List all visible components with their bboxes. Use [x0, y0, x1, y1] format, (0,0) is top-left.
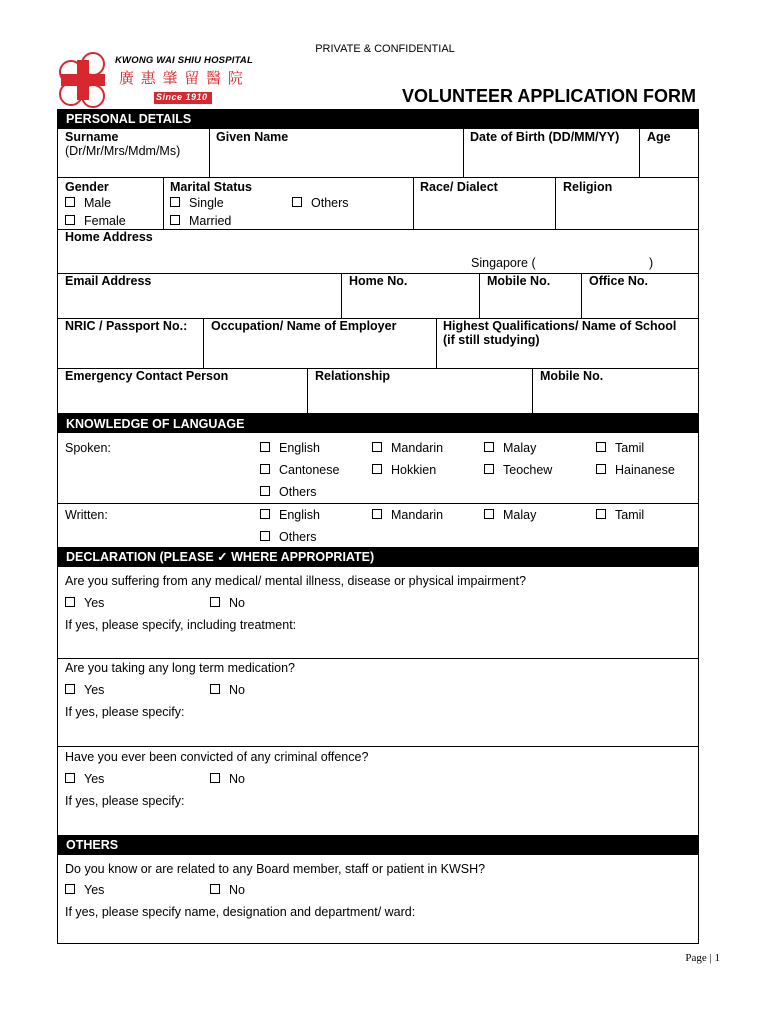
- relationship-label: Relationship: [315, 369, 391, 383]
- row-divider: [57, 177, 699, 178]
- race-dialect-label: Race/ Dialect: [420, 180, 498, 194]
- nric-label: NRIC / Passport No.:: [65, 319, 188, 333]
- given-name-label: Given Name: [216, 130, 289, 144]
- col-divider: [639, 129, 640, 177]
- row-divider: [57, 503, 699, 504]
- spoken-mandarin-option[interactable]: Mandarin: [372, 441, 443, 455]
- religion-field[interactable]: [560, 196, 696, 226]
- written-others-option[interactable]: Others: [260, 530, 317, 544]
- checkbox[interactable]: [484, 464, 494, 474]
- related-yes-option[interactable]: Yes: [65, 883, 104, 897]
- criminal-yes-option[interactable]: Yes: [65, 772, 104, 786]
- question-criminal: Have you ever been convicted of any criminal offence?: [65, 750, 369, 764]
- checkbox[interactable]: [210, 684, 220, 694]
- marital-single-option[interactable]: Single: [170, 196, 224, 210]
- col-divider: [341, 273, 342, 318]
- emergency-contact-field[interactable]: [63, 385, 303, 411]
- spoken-hainanese-option[interactable]: Hainanese: [596, 463, 675, 477]
- criminal-no-option[interactable]: No: [210, 772, 245, 786]
- question-related: Do you know or are related to any Board member, staff or patient in KWSH?: [65, 862, 486, 876]
- medical-specify-field[interactable]: [63, 634, 693, 656]
- surname-field[interactable]: [63, 160, 203, 176]
- checkbox[interactable]: [65, 215, 75, 225]
- checkbox[interactable]: [260, 486, 270, 496]
- checkbox[interactable]: [65, 197, 75, 207]
- dob-field[interactable]: [468, 146, 634, 174]
- marital-status-label: Marital Status: [170, 180, 252, 194]
- home-no-field[interactable]: [346, 290, 474, 316]
- spoken-cantonese-option[interactable]: Cantonese: [260, 463, 339, 477]
- spoken-teochew-option[interactable]: Teochew: [484, 463, 552, 477]
- col-divider: [413, 177, 414, 229]
- question-medication: Are you taking any long term medication?: [65, 661, 295, 675]
- checkbox[interactable]: [210, 773, 220, 783]
- written-english-option[interactable]: English: [260, 508, 320, 522]
- col-divider: [203, 318, 204, 368]
- col-divider: [436, 318, 437, 368]
- medication-specify-label: If yes, please specify:: [65, 705, 185, 719]
- section-language: KNOWLEDGE OF LANGUAGE: [57, 413, 699, 433]
- checkbox[interactable]: [372, 464, 382, 474]
- mobile-no-label: Mobile No.: [487, 274, 551, 288]
- qualifications-label: Highest Qualifications/ Name of School: [443, 319, 677, 333]
- checkbox[interactable]: [484, 509, 494, 519]
- mobile-no-field[interactable]: [484, 290, 576, 316]
- medication-no-option[interactable]: No: [210, 683, 245, 697]
- medical-specify-label: If yes, please specify, including treatment:: [65, 618, 297, 632]
- spoken-malay-option[interactable]: Malay: [484, 441, 536, 455]
- checkbox[interactable]: [210, 597, 220, 607]
- written-malay-option[interactable]: Malay: [484, 508, 536, 522]
- col-divider: [479, 273, 480, 318]
- section-declaration: DECLARATION (PLEASE ✓ WHERE APPROPRIATE): [57, 547, 699, 567]
- surname-label: Surname: [65, 130, 119, 144]
- spoken-others-option[interactable]: Others: [260, 485, 317, 499]
- office-no-field[interactable]: [586, 290, 696, 316]
- medication-specify-field[interactable]: [63, 721, 693, 743]
- written-mandarin-option[interactable]: Mandarin: [372, 508, 443, 522]
- home-no-label: Home No.: [349, 274, 408, 288]
- religion-label: Religion: [563, 180, 613, 194]
- checkbox[interactable]: [372, 442, 382, 452]
- col-divider: [463, 129, 464, 177]
- checkbox[interactable]: [170, 215, 180, 225]
- emergency-contact-label: Emergency Contact Person: [65, 369, 229, 383]
- relationship-field[interactable]: [312, 385, 528, 411]
- email-label: Email Address: [65, 274, 152, 288]
- age-field[interactable]: [644, 146, 696, 174]
- checkbox[interactable]: [210, 884, 220, 894]
- col-divider: [307, 368, 308, 413]
- written-tamil-option[interactable]: Tamil: [596, 508, 644, 522]
- checkbox[interactable]: [170, 197, 180, 207]
- col-divider: [532, 368, 533, 413]
- checkbox[interactable]: [372, 509, 382, 519]
- home-address-label: Home Address: [65, 230, 153, 244]
- criminal-specify-label: If yes, please specify:: [65, 794, 185, 808]
- gender-female-option[interactable]: Female: [65, 214, 126, 228]
- email-field[interactable]: [63, 290, 335, 316]
- checkbox[interactable]: [596, 442, 606, 452]
- row-divider: [57, 746, 699, 747]
- occupation-label: Occupation/ Name of Employer: [211, 319, 397, 333]
- question-medical: Are you suffering from any medical/ mental illness, disease or physical impairment?: [65, 574, 527, 588]
- medical-yes-option[interactable]: Yes: [65, 596, 104, 610]
- page-number: Page | 1: [685, 952, 720, 964]
- emergency-mobile-field[interactable]: [537, 385, 696, 411]
- age-label: Age: [647, 130, 671, 144]
- col-divider: [163, 177, 164, 229]
- given-name-field[interactable]: [214, 146, 458, 174]
- dob-label: Date of Birth (DD/MM/YY): [470, 130, 620, 144]
- race-dialect-field[interactable]: [418, 196, 550, 226]
- nric-field[interactable]: [63, 335, 199, 365]
- spoken-label: Spoken:: [65, 441, 111, 455]
- occupation-field[interactable]: [208, 335, 432, 365]
- row-divider: [57, 658, 699, 659]
- col-divider: [209, 129, 210, 177]
- since-badge: Since 1910: [156, 92, 208, 102]
- gender-male-option[interactable]: Male: [65, 196, 111, 210]
- marital-others-option[interactable]: Others: [292, 196, 349, 210]
- checkbox[interactable]: [65, 884, 75, 894]
- row-divider: [57, 229, 699, 230]
- hospital-chinese-name: 廣 惠 肇 留 醫 院: [119, 69, 244, 87]
- postal-close-paren: ): [649, 256, 654, 270]
- gender-label: Gender: [65, 180, 109, 194]
- checkbox[interactable]: [260, 464, 270, 474]
- checkbox[interactable]: [484, 442, 494, 452]
- related-specify-field[interactable]: [63, 921, 693, 941]
- qualifications-hint: (if still studying): [443, 333, 540, 347]
- surname-title-hint: (Dr/Mr/Mrs/Mdm/Ms): [65, 144, 181, 158]
- checkbox[interactable]: [596, 509, 606, 519]
- qualifications-field[interactable]: [441, 349, 696, 366]
- confidential-label: PRIVATE & CONFIDENTIAL: [315, 43, 455, 55]
- marital-married-option[interactable]: Married: [170, 214, 231, 228]
- checkbox[interactable]: [260, 509, 270, 519]
- spoken-hokkien-option[interactable]: Hokkien: [372, 463, 436, 477]
- singapore-label: Singapore (: [471, 256, 536, 270]
- col-divider: [555, 177, 556, 229]
- spoken-english-option[interactable]: English: [260, 441, 320, 455]
- section-personal-details: PERSONAL DETAILS: [57, 109, 699, 129]
- related-specify-label: If yes, please specify name, designation and department/ ward:: [65, 905, 416, 919]
- checkbox[interactable]: [596, 464, 606, 474]
- section-others: OTHERS: [57, 835, 699, 855]
- checkbox[interactable]: [292, 197, 302, 207]
- criminal-specify-field[interactable]: [63, 810, 693, 832]
- checkbox[interactable]: [260, 531, 270, 541]
- written-label: Written:: [65, 508, 108, 522]
- hospital-logo: [57, 52, 262, 108]
- spoken-tamil-option[interactable]: Tamil: [596, 441, 644, 455]
- hospital-name: KWONG WAI SHIU HOSPITAL: [115, 55, 253, 66]
- col-divider: [581, 273, 582, 318]
- medical-no-option[interactable]: No: [210, 596, 245, 610]
- checkbox[interactable]: [65, 773, 75, 783]
- checkbox[interactable]: [260, 442, 270, 452]
- related-no-option[interactable]: No: [210, 883, 245, 897]
- checkbox[interactable]: [65, 597, 75, 607]
- office-no-label: Office No.: [589, 274, 649, 288]
- postal-code-field[interactable]: [540, 254, 645, 270]
- form-title: VOLUNTEER APPLICATION FORM: [402, 86, 696, 106]
- emergency-mobile-label: Mobile No.: [540, 369, 604, 383]
- checkbox[interactable]: [65, 684, 75, 694]
- home-address-field[interactable]: [63, 246, 463, 270]
- medication-yes-option[interactable]: Yes: [65, 683, 104, 697]
